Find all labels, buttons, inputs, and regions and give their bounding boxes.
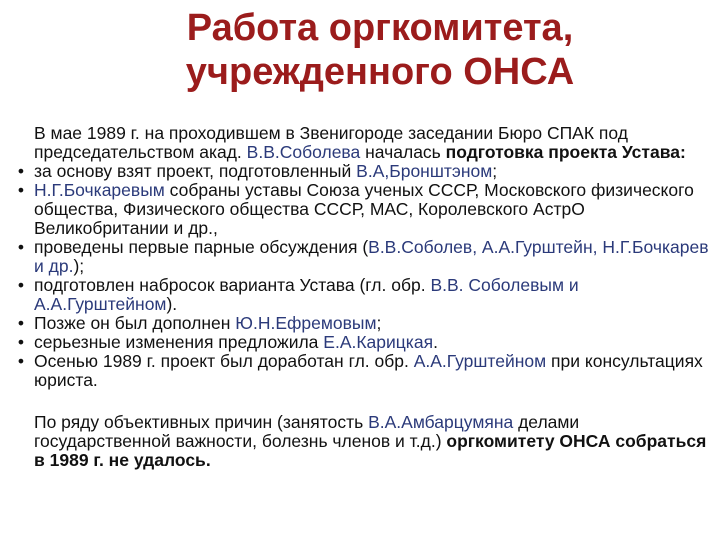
closing-person-name: В.А.Амбарцумяна <box>368 412 514 432</box>
bullet-text: Позже он был дополнен <box>34 313 236 333</box>
bullet-person-name: В.В. Соболевым и А.А.Гурштейном <box>34 275 579 314</box>
intro-person-name: В.В.Соболева <box>246 142 361 162</box>
bullet-text-end: ). <box>166 294 178 314</box>
slide-title <box>120 6 640 94</box>
bullet-icon: • <box>17 180 25 200</box>
slide-content <box>14 124 714 470</box>
intro-text-2: началась <box>360 142 446 162</box>
bullet-text: собраны уставы Союза ученых СССР, Московского физического общества, Физического общества СССР, МАС, Королевского АстрО Великобритании и др., <box>34 180 694 238</box>
bullet-person-name: В.В.Соболев, А.А.Гурштейн, Н.Г.Бочкарев и др. <box>34 237 709 276</box>
bullet-text-end: ; <box>492 161 498 181</box>
bullet-person-name: Ю.Н.Ефремовым <box>235 313 377 333</box>
bullet-text: подготовлен набросок варианта Устава (гл. обр. <box>34 275 431 295</box>
bullet-text: серьезные изменения предложила <box>34 332 324 352</box>
bullet-text: за основу взят проект, подготовленный <box>34 161 357 181</box>
bullet-icon: • <box>17 275 25 295</box>
title-line-1: Работа оргкомитета, <box>186 7 574 49</box>
bullet-icon: • <box>17 313 25 333</box>
bullet-text-end: при консультациях юриста. <box>34 351 703 390</box>
bullet-text-end: ); <box>73 256 85 276</box>
list-item <box>14 352 714 390</box>
list-item <box>14 314 714 333</box>
closing-bold-text: оргкомитету ОНСА собраться в 1989 г. не удалось. <box>34 431 707 470</box>
list-item <box>14 181 714 238</box>
intro-bold-text: подготовка проекта Устава: <box>445 142 686 162</box>
list-item <box>14 333 714 352</box>
closing-paragraph <box>14 413 714 470</box>
bullet-icon: • <box>17 332 25 352</box>
bullet-list <box>14 162 714 390</box>
intro-paragraph <box>14 124 714 162</box>
intro-text-1: В мае 1989 г. на проходившем в Звенигороде заседании Бюро СПАК под председательством акад. <box>34 123 628 162</box>
bullet-icon: • <box>17 161 25 181</box>
title-line-2: учрежденного ОНСА <box>185 51 575 93</box>
bullet-text: проведены первые парные обсуждения ( <box>34 237 369 257</box>
closing-text-1: По ряду объективных причин (занятость <box>34 412 369 432</box>
bullet-person-name: В.А,Бронштэном <box>356 161 493 181</box>
bullet-person-name: А.А.Гурштейном <box>413 351 547 371</box>
bullet-icon: • <box>17 237 25 257</box>
bullet-text: Осенью 1989 г. проект был доработан гл. обр. <box>34 351 414 371</box>
bullet-text-end: . <box>433 332 438 352</box>
list-item <box>14 162 714 181</box>
bullet-person-name: Е.А.Карицкая <box>323 332 434 352</box>
bullet-text-end: ; <box>376 313 382 333</box>
list-item <box>14 238 714 276</box>
bullet-person-name: Н.Г.Бочкаревым <box>34 180 165 200</box>
list-item <box>14 276 714 314</box>
closing-text-2: делами государственной важности, болезнь членов и т.д.) <box>34 412 580 451</box>
bullet-icon: • <box>17 351 25 371</box>
